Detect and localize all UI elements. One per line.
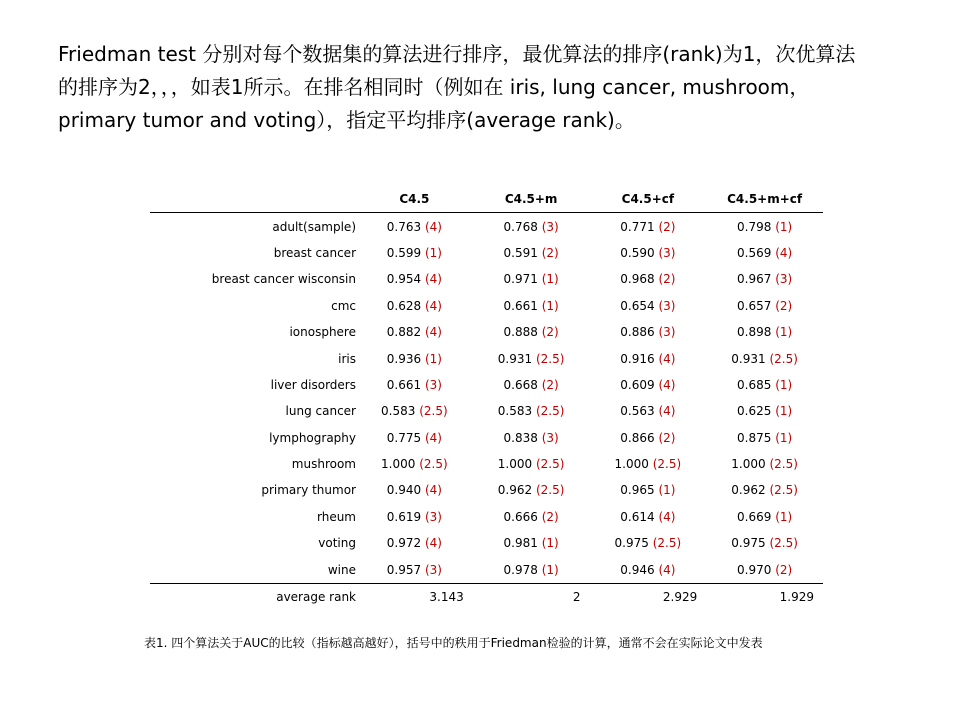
auc-value: 0.619 [386,509,422,524]
auc-cell [590,398,707,424]
rank-value: (1) [775,404,793,419]
rank-value: (1) [541,272,559,287]
auc-cell [356,477,473,503]
rank-value: (2.5) [769,457,798,472]
table-row [150,240,823,266]
auc-cell [590,425,707,451]
average-rank-c45-m-cf: 1.929 [706,583,823,610]
auc-cell [473,240,590,266]
table-header-row [150,186,823,213]
rank-value: (2.5) [535,404,565,419]
auc-cell [706,372,823,398]
auc-value: 0.931 [731,351,766,366]
auc-value: 0.946 [620,562,655,577]
rank-value: (2) [658,272,676,287]
auc-cell [706,293,823,319]
auc-cell [473,293,590,319]
header-c45-m-cf: C4.5+m+cf [706,186,823,213]
auc-value: 0.965 [620,483,655,498]
dataset-name: mushroom [291,457,356,472]
auc-cell [473,319,590,345]
dataset-name: breast cancer [273,245,356,260]
table-row [150,293,823,319]
auc-cell [356,504,473,530]
auc-cell [590,345,707,371]
rank-value: (2.5) [769,483,798,498]
rank-value: (1) [775,219,793,234]
rank-value: (2.5) [535,483,565,498]
auc-cell [590,266,707,292]
rank-value: (1) [775,325,793,340]
header-c45-m: C4.5+m [473,186,590,213]
table-row [150,530,823,556]
dataset-name: lung cancer [285,404,356,419]
rank-value: (3) [775,272,793,287]
auc-value: 0.763 [386,219,422,234]
rank-value: (3) [541,430,559,445]
rank-value: (4) [424,430,442,445]
dataset-name: breast cancer wisconsin [211,272,356,287]
auc-value: 0.569 [737,245,772,260]
dataset-name: liver disorders [270,377,356,392]
rank-value: (4) [658,509,676,524]
rank-value: (2) [541,245,559,260]
auc-value: 0.975 [731,536,766,551]
auc-value: 0.668 [503,377,538,392]
auc-value: 1.000 [614,457,649,472]
auc-cell [706,530,823,556]
rank-value: (2) [658,219,676,234]
rank-value: (1) [541,536,559,551]
auc-cell [590,319,707,345]
rank-value: (2) [775,562,793,577]
rank-value: (3) [424,562,442,577]
dataset-name: adult(sample) [272,219,356,234]
auc-cell [706,451,823,477]
auc-value: 0.962 [497,483,533,498]
auc-value: 0.669 [737,509,772,524]
auc-value: 0.931 [497,351,533,366]
auc-value: 0.886 [620,325,655,340]
auc-cell [356,451,473,477]
auc-value: 0.775 [386,430,422,445]
average-rank-c45: 3.143 [356,583,473,610]
auc-cell [590,293,707,319]
rank-value: (4) [424,483,442,498]
auc-cell [356,319,473,345]
auc-value: 0.936 [386,351,422,366]
auc-value: 0.768 [503,219,538,234]
table-row [150,213,823,240]
auc-value: 0.657 [737,298,772,313]
rank-value: (2) [658,430,676,445]
auc-value: 0.882 [386,325,422,340]
auc-value: 0.975 [614,536,649,551]
auc-value: 0.563 [620,404,655,419]
auc-cell [706,477,823,503]
dataset-name: wine [327,562,356,577]
header-dataset [150,186,356,213]
rank-value: (1) [541,298,559,313]
auc-cell [473,425,590,451]
auc-value: 0.866 [620,430,655,445]
rank-value: (2.5) [769,536,798,551]
table-row [150,451,823,477]
auc-value: 0.654 [620,298,655,313]
auc-cell [356,213,473,240]
dataset-name: primary thumor [261,483,356,498]
dataset-name: voting [318,536,356,551]
rank-value: (2.5) [535,457,565,472]
auc-value: 0.968 [620,272,655,287]
auc-cell [356,398,473,424]
header-c45-cf: C4.5+cf [590,186,707,213]
auc-value: 0.685 [737,377,772,392]
auc-value: 0.666 [503,509,538,524]
table-body [150,213,823,583]
rank-value: (1) [424,245,442,260]
table-caption: 表1. 四个算法关于AUC的比较（指标越高越好），括号中的秩用于Friedman检验的计算，通常不会在实际论文中发表 [144,636,763,650]
rank-value: (4) [424,536,442,551]
auc-cell [356,372,473,398]
rank-value: (3) [424,509,442,524]
auc-cell [356,293,473,319]
rank-value: (2) [775,298,793,313]
auc-value: 0.661 [503,298,538,313]
auc-cell [706,319,823,345]
rank-value: (4) [424,219,442,234]
auc-value: 0.771 [620,219,655,234]
auc-value: 0.981 [503,536,538,551]
auc-cell [590,451,707,477]
header-c45: C4.5 [356,186,473,213]
auc-cell [473,266,590,292]
rank-value: (2.5) [652,457,682,472]
auc-cell [356,425,473,451]
intro-paragraph [58,38,918,137]
rank-value: (1) [541,562,559,577]
auc-value: 0.661 [386,377,422,392]
auc-value: 0.957 [386,562,422,577]
auc-value: 0.583 [497,404,533,419]
auc-cell [706,266,823,292]
auc-cell [590,372,707,398]
average-rank-label: average rank [150,583,356,610]
auc-cell [590,530,707,556]
auc-value: 0.798 [737,219,772,234]
average-rank-row [150,583,823,610]
table-row [150,266,823,292]
intro-line-2: 的排序为2，，，如表1所示。在排名相同时（例如在 iris, lung cancer, mushroom， [58,75,810,99]
rank-value: (2.5) [419,404,448,419]
average-rank-c45-cf: 2.929 [590,583,707,610]
rank-value: (1) [775,430,793,445]
auc-cell [706,240,823,266]
rank-value: (4) [658,404,676,419]
auc-cell [590,213,707,240]
table-row [150,425,823,451]
auc-cell [706,213,823,240]
auc-value: 0.625 [737,404,772,419]
rank-value: (4) [424,272,442,287]
average-rank-c45-m: 2 [473,583,590,610]
auc-value: 0.875 [737,430,772,445]
auc-cell [706,425,823,451]
table-row [150,556,823,583]
rank-value: (1) [658,483,676,498]
auc-cell [590,504,707,530]
auc-value: 1.000 [381,457,416,472]
rank-value: (3) [658,298,676,313]
auc-value: 0.609 [620,377,655,392]
table-row [150,372,823,398]
auc-value: 1.000 [731,457,766,472]
rank-value: (3) [424,377,442,392]
auc-comparison-table [150,186,823,610]
rank-value: (4) [658,562,676,577]
rank-value: (4) [424,325,442,340]
auc-value: 0.972 [386,536,422,551]
intro-line-1: Friedman test 分别对每个数据集的算法进行排序，最优算法的排序(rank)为1，次优算法 [58,42,856,66]
auc-cell [706,345,823,371]
auc-value: 0.838 [503,430,538,445]
auc-cell [356,530,473,556]
auc-value: 0.898 [737,325,772,340]
rank-value: (3) [658,325,676,340]
auc-cell [473,398,590,424]
rank-value: (2) [541,325,559,340]
rank-value: (3) [541,219,559,234]
auc-value: 0.590 [620,245,655,260]
auc-cell [706,398,823,424]
rank-value: (4) [424,298,442,313]
auc-cell [590,240,707,266]
rank-value: (2.5) [652,536,682,551]
auc-cell [473,213,590,240]
table-row [150,504,823,530]
auc-cell [356,240,473,266]
auc-value: 0.628 [386,298,422,313]
dataset-name: lymphography [269,430,356,445]
auc-cell [706,504,823,530]
rank-value: (2.5) [769,351,798,366]
rank-value: (2) [541,509,559,524]
auc-value: 0.583 [381,404,416,419]
table-row [150,345,823,371]
rank-value: (4) [775,245,793,260]
rank-value: (1) [424,351,442,366]
auc-cell [473,556,590,583]
auc-cell [473,504,590,530]
auc-cell [473,451,590,477]
rank-value: (2.5) [535,351,565,366]
auc-value: 0.970 [737,562,772,577]
dataset-name: iris [338,351,356,366]
auc-cell [590,556,707,583]
auc-value: 0.962 [731,483,766,498]
auc-cell [473,530,590,556]
rank-value: (4) [658,377,676,392]
dataset-name: rheum [316,509,356,524]
auc-cell [356,266,473,292]
intro-line-3: primary tumor and voting），指定平均排序(average rank)。 [58,108,635,132]
rank-value: (4) [658,351,676,366]
auc-cell [473,477,590,503]
auc-value: 0.978 [503,562,538,577]
auc-cell [590,477,707,503]
rank-value: (1) [775,509,793,524]
table-row [150,319,823,345]
auc-cell [473,345,590,371]
auc-value: 0.614 [620,509,655,524]
rank-value: (2) [541,377,559,392]
auc-cell [706,556,823,583]
auc-value: 1.000 [497,457,533,472]
auc-cell [473,372,590,398]
auc-value: 0.971 [503,272,538,287]
auc-cell [356,345,473,371]
auc-value: 0.967 [737,272,772,287]
table-row [150,477,823,503]
dataset-name: ionosphere [289,325,356,340]
auc-value: 0.599 [386,245,422,260]
auc-value: 0.916 [620,351,655,366]
rank-value: (1) [775,377,793,392]
auc-value: 0.888 [503,325,538,340]
auc-cell [356,556,473,583]
auc-value: 0.940 [386,483,422,498]
auc-value: 0.591 [503,245,538,260]
auc-value: 0.954 [386,272,422,287]
rank-value: (3) [658,245,676,260]
table-row [150,398,823,424]
rank-value: (2.5) [419,457,448,472]
dataset-name: cmc [331,298,356,313]
